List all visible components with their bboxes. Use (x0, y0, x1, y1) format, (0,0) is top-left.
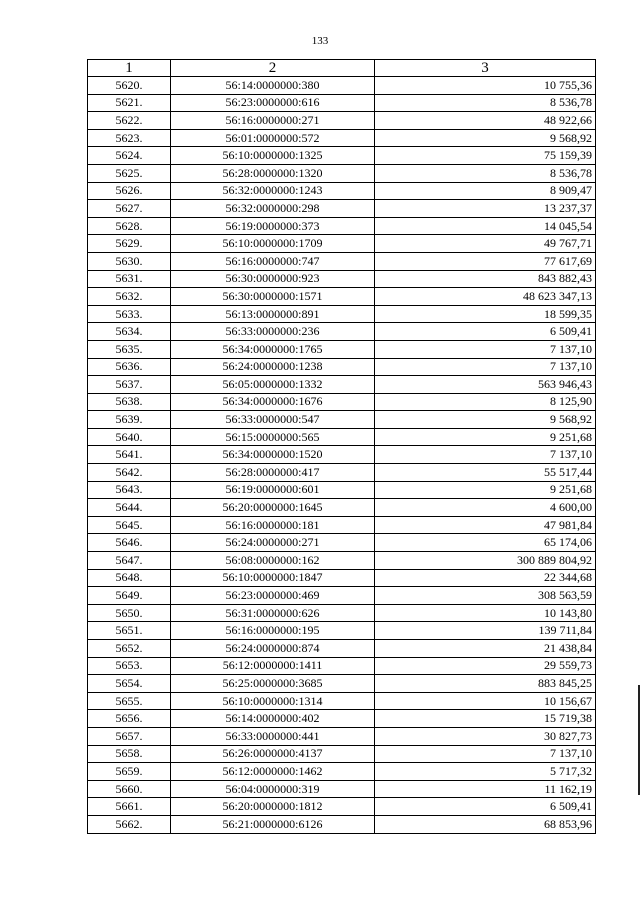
cadastral-number-cell: 56:32:0000000:1243 (171, 182, 375, 200)
value-cell: 68 853,96 (375, 815, 596, 833)
row-number-cell: 5623. (88, 129, 171, 147)
table-row (88, 235, 596, 253)
value-cell: 308 563,59 (375, 587, 596, 605)
row-number-cell: 5650. (88, 604, 171, 622)
row-number-cell: 5628. (88, 217, 171, 235)
cadastral-number-cell: 56:24:0000000:1238 (171, 358, 375, 376)
table-row (88, 164, 596, 182)
cadastral-number-cell: 56:13:0000000:891 (171, 305, 375, 323)
row-number-cell: 5625. (88, 164, 171, 182)
value-cell: 11 162,19 (375, 780, 596, 798)
cadastral-number-cell: 56:33:0000000:441 (171, 727, 375, 745)
table-row (88, 464, 596, 482)
row-number-cell: 5658. (88, 745, 171, 763)
table-row (88, 798, 596, 816)
row-number-cell: 5632. (88, 288, 171, 306)
cadastral-number-cell: 56:05:0000000:1332 (171, 376, 375, 394)
value-cell: 29 559,73 (375, 657, 596, 675)
value-cell: 9 251,68 (375, 428, 596, 446)
cadastral-number-cell: 56:33:0000000:547 (171, 411, 375, 429)
cadastral-number-cell: 56:20:0000000:1645 (171, 499, 375, 517)
row-number-cell: 5659. (88, 763, 171, 781)
data-table (87, 59, 596, 834)
row-number-cell: 5630. (88, 252, 171, 270)
row-number-cell: 5624. (88, 147, 171, 165)
value-cell: 8 536,78 (375, 94, 596, 112)
table-row (88, 252, 596, 270)
value-cell: 300 889 804,92 (375, 552, 596, 570)
cadastral-number-cell: 56:21:0000000:6126 (171, 815, 375, 833)
row-number-cell: 5648. (88, 569, 171, 587)
value-cell: 49 767,71 (375, 235, 596, 253)
value-cell: 22 344,68 (375, 569, 596, 587)
cadastral-number-cell: 56:28:0000000:417 (171, 464, 375, 482)
table-row (88, 323, 596, 341)
value-cell: 8 536,78 (375, 164, 596, 182)
cadastral-number-cell: 56:19:0000000:601 (171, 481, 375, 499)
cadastral-number-cell: 56:28:0000000:1320 (171, 164, 375, 182)
value-cell: 9 568,92 (375, 129, 596, 147)
value-cell: 15 719,38 (375, 710, 596, 728)
table-row (88, 657, 596, 675)
table-row (88, 270, 596, 288)
value-cell: 13 237,37 (375, 200, 596, 218)
row-number-cell: 5635. (88, 340, 171, 358)
cadastral-number-cell: 56:34:0000000:1520 (171, 446, 375, 464)
cadastral-number-cell: 56:20:0000000:1812 (171, 798, 375, 816)
cadastral-number-cell: 56:32:0000000:298 (171, 200, 375, 218)
value-cell: 9 251,68 (375, 481, 596, 499)
row-number-cell: 5631. (88, 270, 171, 288)
value-cell: 47 981,84 (375, 516, 596, 534)
cadastral-number-cell: 56:26:0000000:4137 (171, 745, 375, 763)
table-row (88, 763, 596, 781)
value-cell: 7 137,10 (375, 340, 596, 358)
value-cell: 55 517,44 (375, 464, 596, 482)
cadastral-number-cell: 56:23:0000000:469 (171, 587, 375, 605)
cadastral-number-cell: 56:16:0000000:271 (171, 112, 375, 130)
row-number-cell: 5655. (88, 692, 171, 710)
value-cell: 8 909,47 (375, 182, 596, 200)
table-row (88, 569, 596, 587)
cadastral-number-cell: 56:33:0000000:236 (171, 323, 375, 341)
value-cell: 7 137,10 (375, 446, 596, 464)
row-number-cell: 5661. (88, 798, 171, 816)
table-body (88, 77, 596, 834)
row-number-cell: 5626. (88, 182, 171, 200)
table-row (88, 815, 596, 833)
table-row (88, 411, 596, 429)
cadastral-number-cell: 56:31:0000000:626 (171, 604, 375, 622)
table-row (88, 147, 596, 165)
row-number-cell: 5644. (88, 499, 171, 517)
cadastral-number-cell: 56:10:0000000:1847 (171, 569, 375, 587)
cadastral-number-cell: 56:10:0000000:1314 (171, 692, 375, 710)
table-row (88, 552, 596, 570)
table-row (88, 340, 596, 358)
table-row (88, 288, 596, 306)
table-row (88, 604, 596, 622)
row-number-cell: 5657. (88, 727, 171, 745)
table-row (88, 393, 596, 411)
table-row (88, 622, 596, 640)
value-cell: 75 159,39 (375, 147, 596, 165)
cadastral-number-cell: 56:14:0000000:402 (171, 710, 375, 728)
table-row (88, 516, 596, 534)
table-row (88, 129, 596, 147)
cadastral-number-cell: 56:16:0000000:747 (171, 252, 375, 270)
table-row (88, 780, 596, 798)
cadastral-number-cell: 56:15:0000000:565 (171, 428, 375, 446)
cadastral-number-cell: 56:12:0000000:1411 (171, 657, 375, 675)
table-row (88, 710, 596, 728)
value-cell: 563 946,43 (375, 376, 596, 394)
row-number-cell: 5653. (88, 657, 171, 675)
row-number-cell: 5620. (88, 77, 171, 95)
cadastral-number-cell: 56:19:0000000:373 (171, 217, 375, 235)
row-number-cell: 5643. (88, 481, 171, 499)
column-header-1: 1 (88, 60, 171, 77)
value-cell: 4 600,00 (375, 499, 596, 517)
table-row (88, 182, 596, 200)
value-cell: 883 845,25 (375, 675, 596, 693)
table-row (88, 446, 596, 464)
value-cell: 48 623 347,13 (375, 288, 596, 306)
value-cell: 10 143,80 (375, 604, 596, 622)
cadastral-number-cell: 56:16:0000000:181 (171, 516, 375, 534)
row-number-cell: 5633. (88, 305, 171, 323)
cadastral-number-cell: 56:34:0000000:1765 (171, 340, 375, 358)
row-number-cell: 5646. (88, 534, 171, 552)
row-number-cell: 5647. (88, 552, 171, 570)
table-row (88, 499, 596, 517)
value-cell: 21 438,84 (375, 640, 596, 658)
table-row (88, 675, 596, 693)
table-row (88, 77, 596, 95)
value-cell: 65 174,06 (375, 534, 596, 552)
value-cell: 77 617,69 (375, 252, 596, 270)
value-cell: 14 045,54 (375, 217, 596, 235)
value-cell: 6 509,41 (375, 798, 596, 816)
value-cell: 139 711,84 (375, 622, 596, 640)
value-cell: 7 137,10 (375, 745, 596, 763)
table-row (88, 587, 596, 605)
value-cell: 10 156,67 (375, 692, 596, 710)
cadastral-number-cell: 56:24:0000000:271 (171, 534, 375, 552)
cadastral-number-cell: 56:10:0000000:1709 (171, 235, 375, 253)
cadastral-number-cell: 56:01:0000000:572 (171, 129, 375, 147)
value-cell: 6 509,41 (375, 323, 596, 341)
value-cell: 10 755,36 (375, 77, 596, 95)
column-header-3: 3 (375, 60, 596, 77)
table-row (88, 217, 596, 235)
row-number-cell: 5651. (88, 622, 171, 640)
value-cell: 30 827,73 (375, 727, 596, 745)
cadastral-number-cell: 56:04:0000000:319 (171, 780, 375, 798)
column-header-2: 2 (171, 60, 375, 77)
row-number-cell: 5656. (88, 710, 171, 728)
table-row (88, 358, 596, 376)
table-row (88, 640, 596, 658)
cadastral-number-cell: 56:30:0000000:1571 (171, 288, 375, 306)
table-row (88, 305, 596, 323)
value-cell: 48 922,66 (375, 112, 596, 130)
cadastral-number-cell: 56:10:0000000:1325 (171, 147, 375, 165)
table-row (88, 481, 596, 499)
table-row (88, 376, 596, 394)
row-number-cell: 5634. (88, 323, 171, 341)
row-number-cell: 5622. (88, 112, 171, 130)
cadastral-number-cell: 56:34:0000000:1676 (171, 393, 375, 411)
cadastral-number-cell: 56:24:0000000:874 (171, 640, 375, 658)
cadastral-number-cell: 56:23:0000000:616 (171, 94, 375, 112)
row-number-cell: 5639. (88, 411, 171, 429)
row-number-cell: 5652. (88, 640, 171, 658)
row-number-cell: 5660. (88, 780, 171, 798)
row-number-cell: 5636. (88, 358, 171, 376)
cadastral-number-cell: 56:08:0000000:162 (171, 552, 375, 570)
row-number-cell: 5649. (88, 587, 171, 605)
value-cell: 7 137,10 (375, 358, 596, 376)
row-number-cell: 5621. (88, 94, 171, 112)
row-number-cell: 5640. (88, 428, 171, 446)
value-cell: 18 599,35 (375, 305, 596, 323)
row-number-cell: 5638. (88, 393, 171, 411)
header-row (88, 60, 596, 77)
table-row (88, 428, 596, 446)
table-row (88, 692, 596, 710)
table-row (88, 727, 596, 745)
value-cell: 843 882,43 (375, 270, 596, 288)
value-cell: 9 568,92 (375, 411, 596, 429)
table-row (88, 745, 596, 763)
row-number-cell: 5654. (88, 675, 171, 693)
row-number-cell: 5629. (88, 235, 171, 253)
row-number-cell: 5637. (88, 376, 171, 394)
row-number-cell: 5662. (88, 815, 171, 833)
cadastral-number-cell: 56:14:0000000:380 (171, 77, 375, 95)
row-number-cell: 5645. (88, 516, 171, 534)
cadastral-number-cell: 56:12:0000000:1462 (171, 763, 375, 781)
row-number-cell: 5627. (88, 200, 171, 218)
value-cell: 5 717,32 (375, 763, 596, 781)
value-cell: 8 125,90 (375, 393, 596, 411)
row-number-cell: 5642. (88, 464, 171, 482)
cadastral-number-cell: 56:30:0000000:923 (171, 270, 375, 288)
cadastral-number-cell: 56:16:0000000:195 (171, 622, 375, 640)
cadastral-number-cell: 56:25:0000000:3685 (171, 675, 375, 693)
table-row (88, 534, 596, 552)
table-row (88, 94, 596, 112)
row-number-cell: 5641. (88, 446, 171, 464)
table-row (88, 112, 596, 130)
table-row (88, 200, 596, 218)
page-number: 133 (311, 35, 329, 47)
